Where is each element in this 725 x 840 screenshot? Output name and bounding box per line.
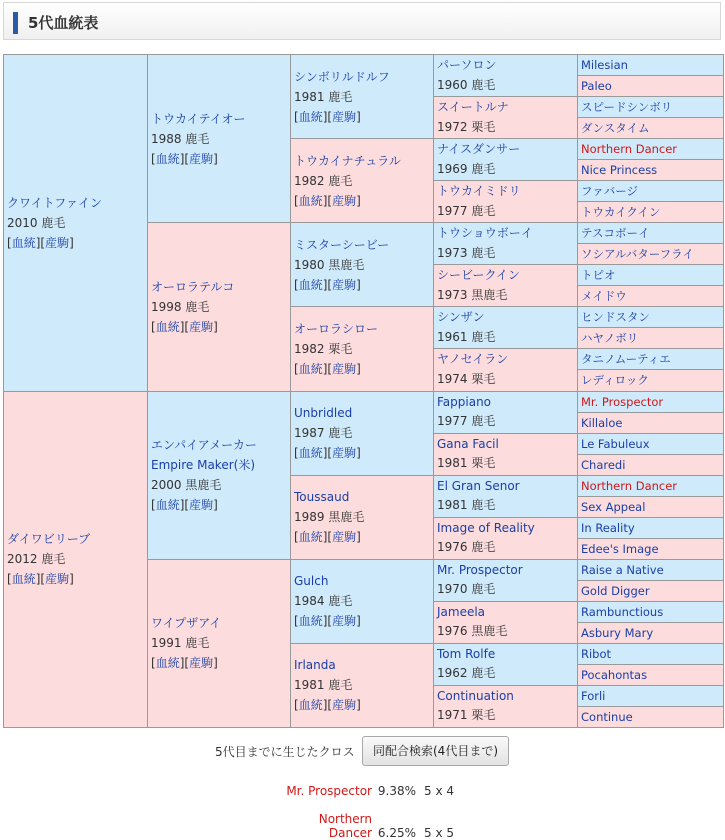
pedigree-cell-gen5 [578, 139, 724, 160]
pedigree-cell [434, 97, 578, 139]
horse-birth-color: 1987 鹿毛 [294, 426, 353, 441]
pedigree-cell [148, 55, 291, 223]
offspring-link[interactable]: 産駒 [332, 193, 357, 208]
offspring-link[interactable]: 産駒 [189, 498, 214, 513]
pedigree-cell-gen5 [578, 517, 724, 538]
pedigree-links: [血統][産駒] [294, 614, 361, 629]
pedigree-cell-gen5 [578, 160, 724, 181]
pedigree-links: [血統][産駒] [151, 151, 218, 166]
pedigree-cell-gen5 [578, 475, 724, 496]
pedigree-cell-gen5 [578, 622, 724, 643]
pedigree-cell [291, 643, 434, 727]
pedigree-cell [434, 643, 578, 685]
horse-name-link[interactable]: Gana Facil [437, 436, 499, 451]
pedigree-cell-gen5 [578, 412, 724, 433]
horse-name-link[interactable]: Milesian [581, 58, 628, 73]
pedigree-cell-gen5 [578, 391, 724, 412]
same-mating-search-button[interactable]: 同配合検索(4代目まで) [362, 736, 509, 766]
cross-generation: 5 x 5 [424, 826, 454, 840]
pedigree-cell [434, 433, 578, 475]
horse-name-link[interactable]: Gulch [294, 574, 329, 589]
pedigree-links: [血統][産駒] [151, 319, 218, 334]
cross-row [280, 812, 454, 840]
pedigree-cell [148, 559, 291, 727]
horse-birth-color: 1970 鹿毛 [437, 582, 496, 597]
offspring-link[interactable]: 産駒 [45, 572, 70, 587]
horse-name-link[interactable]: トウカイテイオー [151, 111, 246, 126]
pedigree-link[interactable]: 血統 [298, 614, 323, 629]
horse-name-link[interactable]: ダイワビリーブ [7, 532, 91, 547]
cross-generation: 5 x 4 [424, 784, 454, 798]
horse-birth-color: 1969 鹿毛 [437, 161, 496, 176]
pedigree-cell-gen5 [578, 496, 724, 517]
pedigree-cell-gen5 [578, 559, 724, 580]
horse-birth-color: 1998 鹿毛 [151, 299, 210, 314]
horse-name-link[interactable]: トウカイナチュラル [294, 153, 401, 168]
pedigree-link[interactable]: 血統 [298, 446, 323, 461]
pedigree-link[interactable]: 血統 [155, 151, 180, 166]
pedigree-cell-gen5 [578, 370, 724, 391]
horse-birth-color: 2000 黒鹿毛 [151, 478, 222, 493]
pedigree-cell-gen5 [578, 538, 724, 559]
horse-birth-color: 1982 鹿毛 [294, 173, 353, 188]
pedigree-cell-gen5 [578, 601, 724, 622]
horse-name-link[interactable]: ソシアルバターフライ [581, 247, 694, 262]
horse-name-link[interactable]: El Gran Senor [437, 478, 520, 493]
horse-birth-color: 2012 鹿毛 [7, 552, 66, 567]
pedigree-row [4, 391, 724, 412]
pedigree-cell [434, 139, 578, 181]
pedigree-links: [血統][産駒] [294, 530, 361, 545]
pedigree-cell [434, 265, 578, 307]
pedigree-link[interactable]: 血統 [11, 572, 36, 587]
pedigree-cell [434, 349, 578, 391]
horse-birth-color: 1961 鹿毛 [437, 329, 496, 344]
pedigree-cell [434, 223, 578, 265]
pedigree-link[interactable]: 血統 [11, 235, 36, 250]
horse-birth-color: 1982 栗毛 [294, 341, 353, 356]
horse-birth-color: 1971 栗毛 [437, 708, 496, 723]
horse-name-link[interactable]: エンパイアメーカー [151, 438, 257, 453]
pedigree-links: [血統][産駒] [7, 235, 74, 250]
horse-birth-color: 1976 黒鹿毛 [437, 624, 508, 639]
horse-name-link[interactable]: Continuation [437, 688, 514, 703]
horse-birth-color: 1973 黒鹿毛 [437, 287, 508, 302]
horse-name-link[interactable]: Gold Digger [581, 583, 650, 598]
horse-name-link[interactable]: Killaloe [581, 415, 623, 430]
pedigree-cell [4, 55, 148, 392]
pedigree-links: [血統][産駒] [294, 277, 361, 292]
cross-row [280, 784, 454, 798]
pedigree-cell-gen5 [578, 433, 724, 454]
horse-name-link[interactable]: Rambunctious [581, 604, 664, 619]
horse-name-link[interactable]: スピードシンボリ [581, 100, 673, 115]
horse-name-link[interactable]: Irlanda [294, 658, 336, 673]
pedigree-cell [434, 307, 578, 349]
pedigree-cell-gen5 [578, 97, 724, 118]
horse-name-link[interactable]: Northern Dancer [581, 478, 678, 493]
pedigree-cell-gen5 [578, 685, 724, 706]
pedigree-cell-gen5 [578, 223, 724, 244]
pedigree-cell-gen5 [578, 286, 724, 307]
horse-birth-color: 1960 鹿毛 [437, 77, 496, 92]
horse-name-link[interactable]: Sex Appeal [581, 499, 646, 514]
horse-name-link[interactable]: ハヤノボリ [581, 331, 639, 346]
pedigree-cell [434, 475, 578, 517]
pedigree-link[interactable]: 血統 [298, 361, 323, 376]
horse-name-link[interactable]: メイドウ [581, 289, 627, 304]
pedigree-links: [血統][産駒] [7, 572, 74, 587]
horse-birth-color: 1981 鹿毛 [437, 498, 496, 513]
horse-birth-color: 1981 鹿毛 [294, 678, 353, 693]
horse-name-link[interactable]: Northern Dancer [581, 142, 678, 157]
pedigree-cell [291, 391, 434, 475]
horse-birth-color: 1989 黒鹿毛 [294, 510, 365, 525]
pedigree-links: [血統][産駒] [294, 193, 361, 208]
horse-name-link[interactable]: Nice Princess [581, 163, 658, 178]
horse-name-link[interactable]: オーロラテルコ [151, 279, 235, 294]
horse-name-link[interactable]: Toussaud [294, 490, 350, 505]
horse-name-link[interactable]: ナイスダンサー [437, 142, 521, 157]
offspring-link[interactable]: 産駒 [332, 361, 357, 376]
horse-birth-color: 1981 栗毛 [437, 456, 496, 471]
horse-name-link[interactable]: クワイトファイン [7, 195, 103, 210]
horse-name-link[interactable]: Image of Reality [437, 520, 535, 535]
pedigree-cell-gen5 [578, 76, 724, 97]
horse-birth-color: 1977 鹿毛 [437, 203, 496, 218]
horse-name-link[interactable]: Raise a Native [581, 562, 664, 577]
horse-name-link[interactable]: トウカイクイン [581, 205, 661, 220]
pedigree-link[interactable]: 血統 [155, 319, 180, 334]
pedigree-cell [434, 517, 578, 559]
offspring-link[interactable]: 産駒 [332, 614, 357, 629]
horse-birth-color: 1981 鹿毛 [294, 89, 353, 104]
horse-alt-name: Empire Maker(米) [151, 458, 255, 473]
pedigree-cell [434, 601, 578, 643]
horse-name-link[interactable]: Continue [581, 709, 633, 724]
horse-name-link[interactable]: ミスターシービー [294, 237, 390, 252]
pedigree-cell-gen5 [578, 55, 724, 76]
horse-birth-color: 1991 鹿毛 [151, 636, 210, 651]
pedigree-cell [291, 139, 434, 223]
horse-birth-color: 1980 黒鹿毛 [294, 257, 365, 272]
pedigree-link[interactable]: 血統 [155, 498, 180, 513]
pedigree-links: [血統][産駒] [294, 109, 361, 124]
horse-name-link[interactable]: Pocahontas [581, 667, 648, 682]
pedigree-cell-gen5 [578, 328, 724, 349]
horse-name-link[interactable]: Mr. Prospector [581, 394, 664, 409]
pedigree-cell [434, 391, 578, 433]
horse-name-link[interactable]: スイートルナ [437, 100, 509, 115]
horse-name-link[interactable]: トピオ [581, 268, 616, 283]
horse-name-link[interactable]: タニノムーティエ [581, 352, 671, 367]
pedigree-links: [血統][産駒] [294, 698, 361, 713]
horse-birth-color: 1976 鹿毛 [437, 540, 496, 555]
horse-name-link[interactable]: Le Fabuleux [581, 436, 650, 451]
horse-birth-color: 1974 栗毛 [437, 371, 496, 386]
horse-name-link[interactable]: Paleo [581, 79, 612, 94]
pedigree-cell [434, 685, 578, 727]
page-title: 5代血統表 [28, 14, 99, 32]
horse-name-link[interactable]: Ribot [581, 646, 612, 661]
pedigree-cell-gen5 [578, 349, 724, 370]
pedigree-cell [291, 223, 434, 307]
horse-name-link[interactable]: Charedi [581, 457, 626, 472]
pedigree-cell [434, 55, 578, 97]
pedigree-cell [148, 391, 291, 559]
pedigree-cell [291, 55, 434, 139]
pedigree-link[interactable]: 血統 [298, 277, 323, 292]
horse-name-link[interactable]: ファバージ [581, 184, 639, 199]
offspring-link[interactable]: 産駒 [189, 656, 214, 671]
pedigree-links: [血統][産駒] [294, 361, 361, 376]
horse-name-link[interactable]: ワイプザアイ [151, 616, 222, 631]
horse-birth-color: 1973 鹿毛 [437, 245, 496, 260]
horse-birth-color: 2010 鹿毛 [7, 215, 66, 230]
pedigree-cell [434, 181, 578, 223]
offspring-link[interactable]: 産駒 [332, 277, 357, 292]
offspring-link[interactable]: 産駒 [332, 698, 357, 713]
horse-name-link[interactable]: Forli [581, 688, 606, 703]
horse-name-link[interactable]: レディロック [581, 373, 649, 388]
horse-name-link[interactable]: Asbury Mary [581, 625, 654, 640]
horse-name-link[interactable]: トウショウボーイ [437, 226, 533, 241]
pedigree-links: [血統][産駒] [151, 656, 218, 671]
pedigree-cell-gen5 [578, 265, 724, 286]
pedigree-row [4, 55, 724, 76]
pedigree-link[interactable]: 血統 [298, 193, 323, 208]
horse-name-link[interactable]: テスコボーイ [581, 226, 650, 241]
horse-birth-color: 1984 鹿毛 [294, 594, 353, 609]
pedigree-cell-gen5 [578, 181, 724, 202]
horse-name-link[interactable]: Tom Rolfe [437, 646, 496, 661]
cross-percentage: 9.38% [377, 784, 416, 798]
pedigree-table [3, 54, 724, 728]
horse-name-link[interactable]: Unbridled [294, 406, 353, 421]
horse-name-link[interactable]: ヤノセイラン [437, 352, 509, 367]
pedigree-link[interactable]: 血統 [298, 530, 323, 545]
pedigree-cell [291, 307, 434, 391]
pedigree-links: [血統][産駒] [294, 446, 361, 461]
horse-name-link[interactable]: Edee's Image [581, 541, 659, 556]
horse-name-link[interactable]: In Reality [581, 520, 635, 535]
pedigree-cell [148, 223, 291, 391]
offspring-link[interactable]: 産駒 [332, 446, 357, 461]
pedigree-cell-gen5 [578, 706, 724, 727]
pedigree-cell-gen5 [578, 307, 724, 328]
horse-birth-color: 1962 鹿毛 [437, 666, 496, 681]
pedigree-link[interactable]: 血統 [298, 698, 323, 713]
offspring-link[interactable]: 産駒 [332, 109, 357, 124]
pedigree-cell-gen5 [578, 643, 724, 664]
horse-name-link[interactable]: ダンスタイム [581, 121, 650, 136]
horse-name-link[interactable]: Fappiano [437, 394, 492, 409]
horse-birth-color: 1988 鹿毛 [151, 131, 210, 146]
pedigree-cell-gen5 [578, 454, 724, 475]
pedigree-cell [291, 475, 434, 559]
horse-name-link[interactable]: オーロラシロー [294, 321, 379, 336]
offspring-link[interactable]: 産駒 [332, 530, 357, 545]
pedigree-link[interactable]: 血統 [155, 656, 180, 671]
pedigree-cell-gen5 [578, 118, 724, 139]
horse-name-link[interactable]: ヒンドスタン [581, 310, 650, 325]
horse-name-link[interactable]: シンザン [437, 310, 485, 325]
offspring-link[interactable]: 産駒 [189, 151, 214, 166]
section-header [3, 2, 721, 40]
horse-name-link[interactable]: Jameela [437, 604, 486, 619]
horse-name-link[interactable]: シービークイン [437, 268, 520, 283]
pedigree-links: [血統][産駒] [151, 498, 218, 513]
cross-label: 5代目までに生じたクロス [215, 745, 355, 759]
horse-name-link[interactable]: パーソロン [437, 58, 497, 73]
offspring-link[interactable]: 産駒 [45, 235, 70, 250]
cross-percentage: 6.25% [377, 826, 416, 840]
pedigree-cell [4, 391, 148, 728]
pedigree-cell-gen5 [578, 580, 724, 601]
pedigree-cell [434, 559, 578, 601]
horse-name-link[interactable]: トウカイミドリ [437, 184, 521, 199]
pedigree-cell [291, 559, 434, 643]
pedigree-cell-gen5 [578, 202, 724, 223]
offspring-link[interactable]: 産駒 [189, 319, 214, 334]
horse-birth-color: 1972 栗毛 [437, 119, 496, 134]
pedigree-cell-gen5 [578, 244, 724, 265]
cross-horse-link[interactable]: Northern Dancer [318, 812, 372, 840]
cross-horse-link[interactable]: Mr. Prospector [286, 784, 372, 798]
horse-name-link[interactable]: シンボリルドルフ [294, 69, 390, 84]
pedigree-cell-gen5 [578, 664, 724, 685]
horse-birth-color: 1977 鹿毛 [437, 414, 496, 429]
pedigree-link[interactable]: 血統 [298, 109, 323, 124]
horse-name-link[interactable]: Mr. Prospector [437, 562, 523, 577]
header-accent-bar [13, 12, 18, 34]
